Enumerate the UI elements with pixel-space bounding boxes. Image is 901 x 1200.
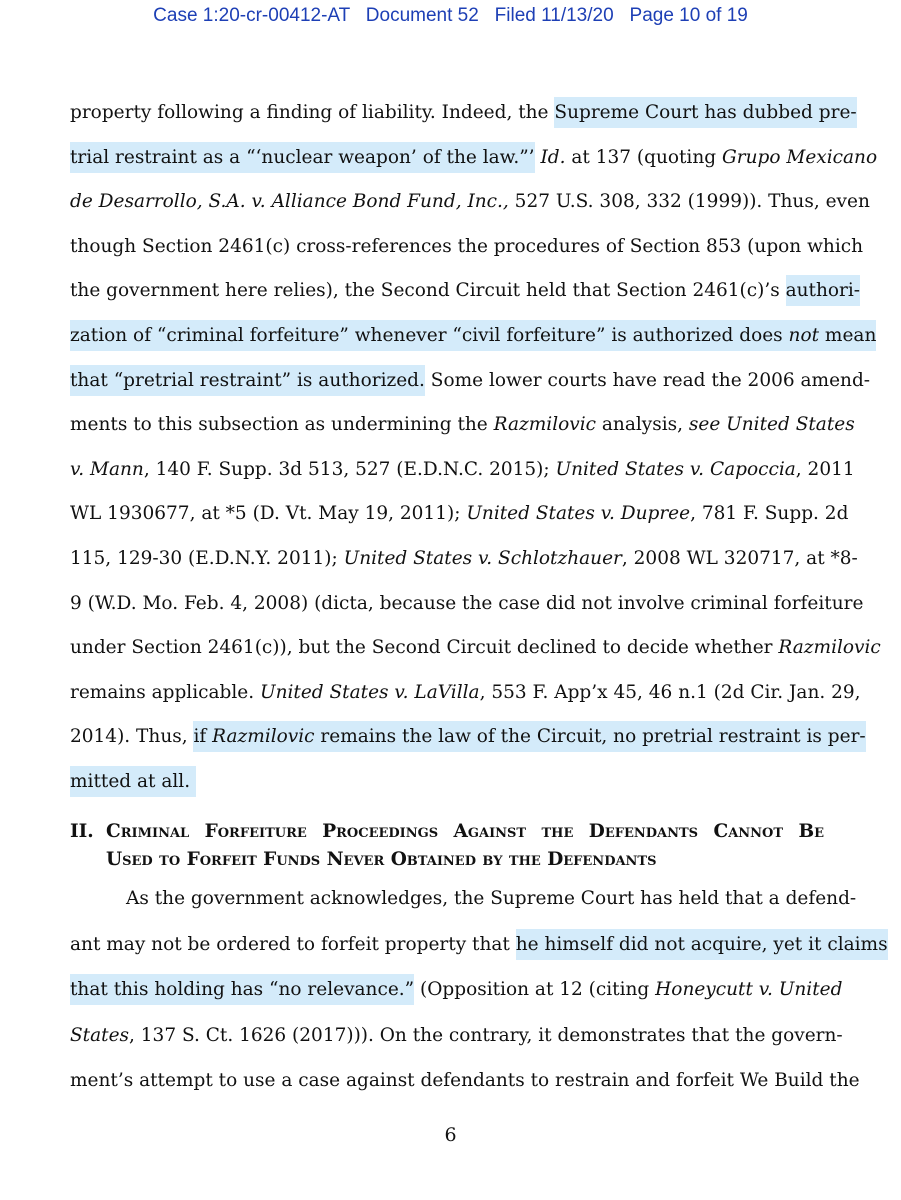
text-line xyxy=(70,456,855,484)
italic-text: Honeycutt v. United xyxy=(655,979,843,1000)
highlighted-text: if xyxy=(193,721,212,752)
page-number: 6 xyxy=(444,1124,457,1146)
text-line xyxy=(70,1022,843,1050)
text-segment: analysis, xyxy=(596,414,689,436)
text-segment: 9 (W.D. Mo. Feb. 4, 2008) (dicta, because the case did not involve criminal forfeiture xyxy=(70,592,864,614)
italic-text: United States v. LaVilla xyxy=(259,681,480,703)
text-line xyxy=(70,188,870,216)
page-of-total: Page 10 of 19 xyxy=(629,5,748,26)
text-line xyxy=(70,1067,860,1095)
text-segment: under Section 2461(c)), but the Second Circuit declined to decide whether xyxy=(70,637,779,659)
text-segment: , 553 F. App’x 45, 46 n.1 (2d Cir. Jan. 29, xyxy=(479,681,861,703)
italic-text: Razmilovic xyxy=(778,637,881,659)
text-segment: at 137 (quoting xyxy=(565,146,722,168)
text-line xyxy=(70,233,864,261)
italic-text: Grupo Mexicano xyxy=(722,146,878,168)
text-segment: ment’s attempt to use a case against defendants to restrain and forfeit We Build the xyxy=(70,1070,860,1091)
case-number: Case 1:20-cr-00412-AT xyxy=(153,5,350,26)
italic-text: United States v. Schlotzhauer xyxy=(343,548,622,569)
highlighted-text: zation of “criminal forfeiture” whenever “civil forfeiture” is authorized does xyxy=(70,320,789,351)
text-line xyxy=(70,322,877,350)
text-segment: , 140 F. Supp. 3d 513, 527 (E.D.N.C. 2015); xyxy=(143,458,556,480)
document-number: Document 52 xyxy=(365,5,479,26)
text-line xyxy=(70,723,866,751)
text-line xyxy=(70,277,861,305)
text-segment: the government here relies), the Second Circuit held that Section 2461(c)’s xyxy=(70,280,786,302)
text-line xyxy=(70,590,864,618)
text-segment: though Section 2461(c) cross-references the procedures of Section 853 (upon which xyxy=(70,235,864,257)
text-line xyxy=(70,144,878,172)
text-segment: 527 U.S. 308, 332 (1999)). Thus, even xyxy=(508,191,870,213)
text-segment: (Opposition at 12 (citing xyxy=(414,979,656,1000)
highlighted-text: not xyxy=(789,320,820,351)
highlighted-text: mitted at all. xyxy=(70,766,196,797)
highlighted-text: trial restraint as a “‘nuclear weapon’ of the law.”’ xyxy=(70,142,535,173)
text-segment: , 137 S. Ct. 1626 (2017))). On the contrary, it demonstrates that the govern- xyxy=(129,1024,843,1046)
text-line xyxy=(70,500,849,528)
highlighted-text: Razmilovic xyxy=(212,721,314,752)
highlighted-text: authori- xyxy=(786,275,860,306)
text-segment: ments to this subsection as undermining the xyxy=(70,414,494,436)
text-line xyxy=(70,768,824,796)
text-segment: remains applicable. xyxy=(70,681,260,703)
text-line xyxy=(70,634,881,662)
text-segment: , 2008 WL 320717, at *8- xyxy=(621,548,858,569)
section-heading-line-2: Used to Forfeit Funds Never Obtained by the Defendants xyxy=(106,849,657,870)
ecf-header xyxy=(0,5,901,27)
highlighted-text: that this holding has “no relevance.” xyxy=(70,974,414,1005)
text-segment: , 2011 xyxy=(795,458,855,480)
italic-text: de Desarrollo, S.A. v. Alliance Bond Fund, Inc., xyxy=(70,191,509,213)
text-line xyxy=(70,976,843,1004)
filed-date: Filed 11/13/20 xyxy=(494,5,614,26)
highlighted-text: mean xyxy=(819,320,876,351)
section-heading-line-1: Criminal Forfeiture Proceedings Against the Defendants Cannot Be xyxy=(106,821,824,842)
text-line xyxy=(70,367,871,395)
italic-text: United States v. Dupree xyxy=(466,503,691,525)
italic-text: Id. xyxy=(540,146,566,168)
text-segment: WL 1930677, at *5 (D. Vt. May 19, 2011); xyxy=(70,503,467,525)
text-line xyxy=(70,545,858,573)
text-line xyxy=(70,411,855,439)
text-segment: 2014). Thus, xyxy=(70,726,194,748)
text-segment: Some lower courts have read the 2006 amend- xyxy=(424,369,871,391)
italic-text: Razmilovic xyxy=(493,414,596,436)
text-segment: , 781 F. Supp. 2d xyxy=(690,503,849,525)
highlighted-text: remains the law of the Circuit, no pretrial restraint is per- xyxy=(315,721,866,752)
highlighted-text: he himself did not acquire, yet it claims xyxy=(516,929,888,960)
text-line xyxy=(70,99,857,127)
text-segment: 115, 129-30 (E.D.N.Y. 2011); xyxy=(70,548,344,569)
italic-text: States xyxy=(70,1024,130,1046)
italic-text: v. Mann xyxy=(70,458,144,480)
italic-text: see United States xyxy=(688,414,855,436)
text-line xyxy=(70,679,861,707)
text-segment: ant may not be ordered to forfeit property that xyxy=(70,933,516,955)
section-number: II. xyxy=(70,821,94,842)
italic-text: United States v. Capoccia xyxy=(555,458,796,480)
text-segment: property following a finding of liability. Indeed, the xyxy=(70,102,555,123)
highlighted-text: that “pretrial restraint” is authorized. xyxy=(70,365,425,396)
text-line xyxy=(126,885,857,913)
text-segment: As the government acknowledges, the Supreme Court has held that a defend- xyxy=(126,888,857,909)
highlighted-text: Supreme Court has dubbed pre- xyxy=(554,97,856,128)
text-line xyxy=(70,931,888,959)
